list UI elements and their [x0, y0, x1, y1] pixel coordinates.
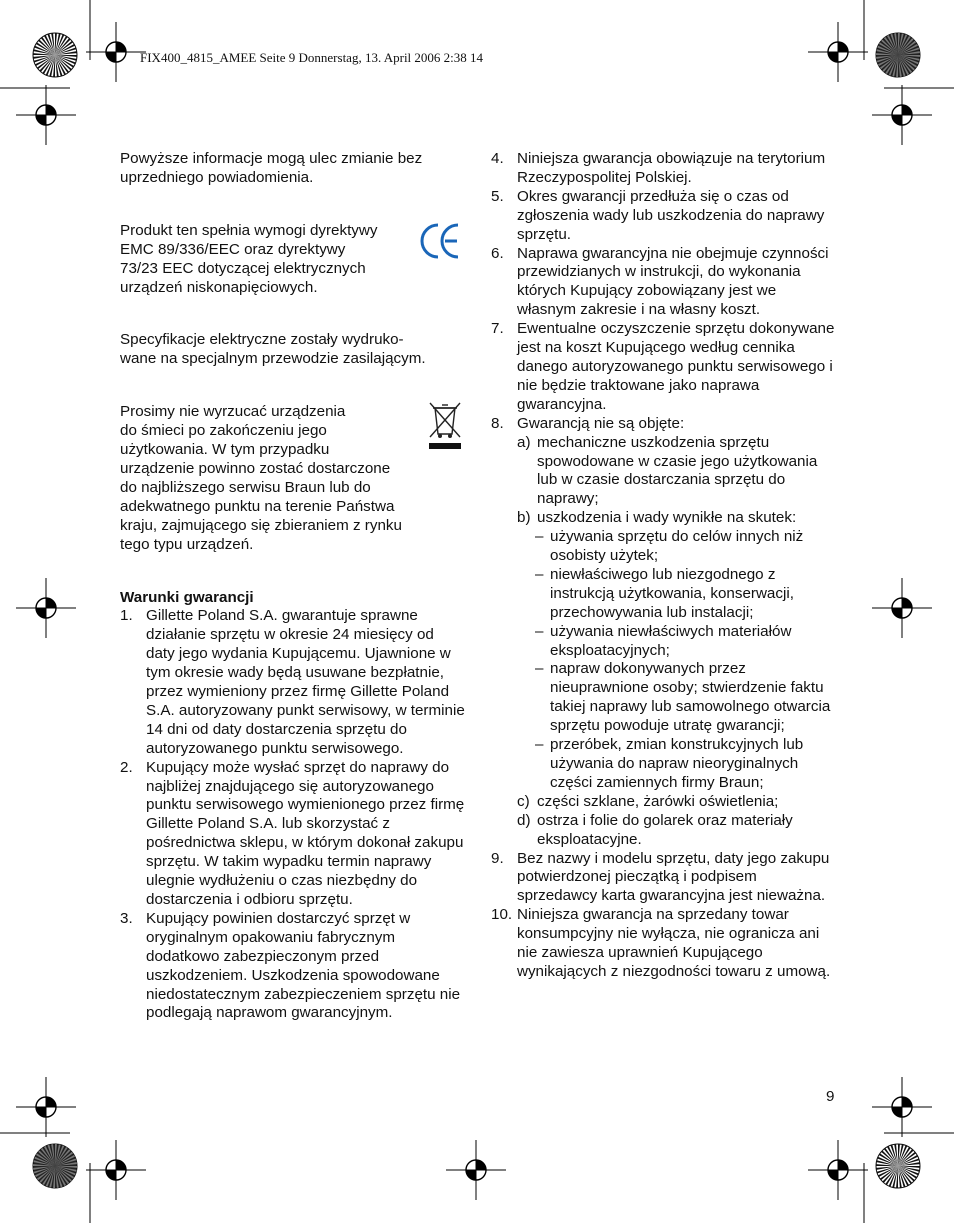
warranty-item-6 [491, 245, 836, 321]
item-text: Niniejsza gwarancja obowiązuje na terytorium Rzeczypospolitej Polskiej. [517, 150, 826, 186]
dash-text: przeróbek, zmian konstrukcyjnych lub używania do napraw nieoryginalnych części zamiennych firmy Braun; [550, 736, 804, 791]
dash-item-1 [535, 528, 836, 566]
registration-crosshair [872, 1077, 932, 1137]
item-text: Naprawa gwarancyjna nie obejmuje czynności przewidzianych w instrukcji, do wykonania których Kupujący zobowiązany jest we własnym zakresie i na własny koszt. [517, 244, 829, 319]
right-column [491, 150, 836, 982]
warranty-item-1 [120, 607, 465, 758]
disposal-line-3: użytkowania. W tym przypadku [120, 441, 330, 459]
dash-mark: – [535, 660, 544, 678]
registration-wheel [33, 33, 77, 77]
warranty-item-10 [491, 906, 836, 982]
ce-line-4: urządzeń niskonapięciowych. [120, 278, 318, 296]
warranty-item-5 [491, 188, 836, 245]
registration-crosshair [872, 578, 932, 638]
dash-text: napraw dokonywanych przez nieuprawnione osoby; stwierdzenie faktu takiej naprawy lub samowolnego otwarcia sprzętu powoduje utratę gwarancji; [550, 660, 831, 735]
registration-wheel [876, 1144, 920, 1188]
item-text: Kupujący powinien dostarczyć sprzęt w oryginalnym opakowaniu fabrycznym dodatkowo zabezpieczonym przed uszkodzeniem. Uszkodzenia spowodowane niedostatecznym zabezpieczeniem sprzętu nie podlegają naprawom gwarancyjnym. [146, 909, 461, 1022]
sub-item-a [517, 434, 836, 510]
notice-change-paragraph: Powyższe informacje mogą ulec zmianie bez uprzedniego powiadomienia. [120, 150, 423, 186]
left-column [120, 150, 465, 1023]
sub-item-d [517, 812, 836, 850]
specification-section [120, 331, 465, 369]
disposal-line-4: urządzenie powinno zostać dostarczone [120, 459, 391, 477]
sub-text: ostrza i folie do golarek oraz materiały eksploatacyjne. [537, 811, 793, 848]
dash-item-2 [535, 566, 836, 623]
registration-crosshair [16, 1077, 76, 1137]
page-number: 9 [826, 1088, 835, 1105]
sub-item-c [517, 793, 836, 812]
sub-text: mechaniczne uszkodzenia sprzętu spowodowane w czasie jego użytkowania lub w czasie dostarczania sprzętu do naprawy; [537, 433, 818, 508]
disposal-line-2: do śmieci po zakończeniu jego [120, 422, 327, 440]
dash-text: używania sprzętu do celów innych niż osobisty użytek; [550, 528, 804, 565]
item-text: Bez nazwy i modelu sprzętu, daty jego zakupu potwierdzonej pieczątką i podpisem sprzedawcy karta gwarancyjna jest nieważna. [517, 849, 830, 905]
item-number: 4. [491, 150, 504, 167]
item-number: 6. [491, 244, 504, 262]
warranty-item-7 [491, 320, 836, 415]
sub-text: części szklane, żarówki oświetlenia; [537, 792, 779, 810]
ce-compliance-section [120, 222, 465, 298]
disposal-line-6: adekwatnego punktu na terenie Państwa [120, 497, 395, 515]
ce-line-2: EMC 89/336/EEC oraz dyrektywy [120, 240, 346, 258]
item-text: Gwarancją nie są objęte: [517, 414, 685, 432]
disposal-line-7: kraju, zajmującego się zbieraniem z rynku [120, 516, 402, 534]
item-number: 3. [120, 909, 133, 927]
dash-item-5 [535, 736, 836, 793]
registration-crosshair [86, 1140, 146, 1200]
sub-label: b) [517, 509, 531, 527]
dash-mark: – [535, 736, 544, 754]
warranty-item-9 [491, 850, 836, 907]
registration-crosshair [446, 1140, 506, 1200]
disposal-section [120, 403, 465, 554]
dash-item-3 [535, 623, 836, 661]
dash-text: niewłaściwego lub niezgodnego z instrukcją użytkowania, konserwacji, przechowywania lub instalacji; [550, 565, 794, 621]
item-text: Gillette Poland S.A. gwarantuje sprawne działanie sprzętu w okresie 24 miesięcy od daty jego wydania Kupującemu. Ujawnione w tym okresie wady będą usuwane bezpłatnie, przez wymieniony przez firmę Gillette Poland S.A. autoryzowany punkt serwisowy, w terminie 14 dni od daty dostarczenia sprzętu do autoryzowanego punktu serwisowego. [146, 607, 465, 757]
registration-wheel [33, 1144, 77, 1188]
registration-crosshair [86, 22, 146, 82]
dash-item-4 [535, 660, 836, 736]
dash-text: używania niewłaściwych materiałów eksploatacyjnych; [550, 622, 792, 659]
item-number: 10. [491, 906, 513, 924]
sub-label: a) [517, 433, 531, 451]
item-number: 2. [120, 758, 133, 776]
sub-text: uszkodzenia i wady wynikłe na skutek: [537, 509, 797, 527]
sub-label: d) [517, 811, 531, 829]
warranty-item-2 [120, 759, 465, 910]
registration-crosshair [808, 22, 868, 82]
warranty-item-8 [491, 415, 836, 850]
item-text: Ewentualne oczyszczenie sprzętu dokonywane jest na koszt Kupującego według cennika danego autoryzowanego punktu serwisowego i nie będzie traktowane jako naprawa gwarancyjna. [517, 320, 835, 413]
item-text: Okres gwarancji przedłuża się o czas od zgłoszenia wady lub uszkodzenia do naprawy sprzętu. [517, 187, 825, 243]
item-number: 8. [491, 414, 504, 432]
dash-mark: – [535, 565, 544, 583]
spec-line-1: Specyfikacje elektryczne zostały wydruko- [120, 331, 404, 349]
registration-crosshair [16, 85, 76, 145]
item-number: 5. [491, 187, 504, 205]
item-text: Kupujący może wysłać sprzęt do naprawy do najbliżej znajdującego się autoryzowanego punktu serwisowego wymienionego przez firmę Gillette Poland S.A. lub skorzystać z pośrednictwa sklepu, w którym dokonał zakupu sprzętu. W takim wypadku termin naprawy ulegnie wydłużeniu o czas niezbędny do dostarczenia i odbioru sprzętu. [146, 758, 465, 908]
sub-label: c) [517, 792, 530, 810]
warranty-heading: Warunki gwarancji [120, 588, 254, 606]
warranty-item-3 [120, 910, 465, 1023]
item-number: 9. [491, 849, 504, 867]
spec-line-2: wane na specjalnym przewodzie zasilającym. [120, 350, 426, 368]
disposal-line-5: do najbliższego serwisu Braun lub do [120, 478, 371, 496]
ce-line-1: Produkt ten spełnia wymogi dyrektywy [120, 221, 378, 239]
sub-item-b [517, 509, 836, 528]
ce-line-3: 73/23 EEC dotyczącej elektrycznych [120, 259, 366, 277]
dash-mark: – [535, 528, 544, 546]
registration-crosshair [872, 85, 932, 145]
registration-crosshair [808, 1140, 868, 1200]
print-slug: FIX400_4815_AMEE Seite 9 Donnerstag, 13. April 2006 2:38 14 [140, 50, 484, 65]
item-text: Niniejsza gwarancja na sprzedany towar konsumpcyjny nie wyłącza, nie ogranicza ani nie zawiesza uprawnień Kupującego wynikających z niezgodności towaru z umową. [517, 906, 831, 980]
disposal-line-1: Prosimy nie wyrzucać urządzenia [120, 403, 346, 421]
item-number: 7. [491, 320, 504, 338]
disposal-line-8: tego typu urządzeń. [120, 535, 254, 553]
crossed-bin-icon [427, 400, 463, 450]
dash-mark: – [535, 622, 544, 640]
registration-crosshair [16, 578, 76, 638]
registration-wheel [876, 33, 920, 77]
warranty-item-4 [491, 150, 836, 188]
item-number: 1. [120, 607, 133, 625]
ce-mark-icon [419, 222, 461, 260]
